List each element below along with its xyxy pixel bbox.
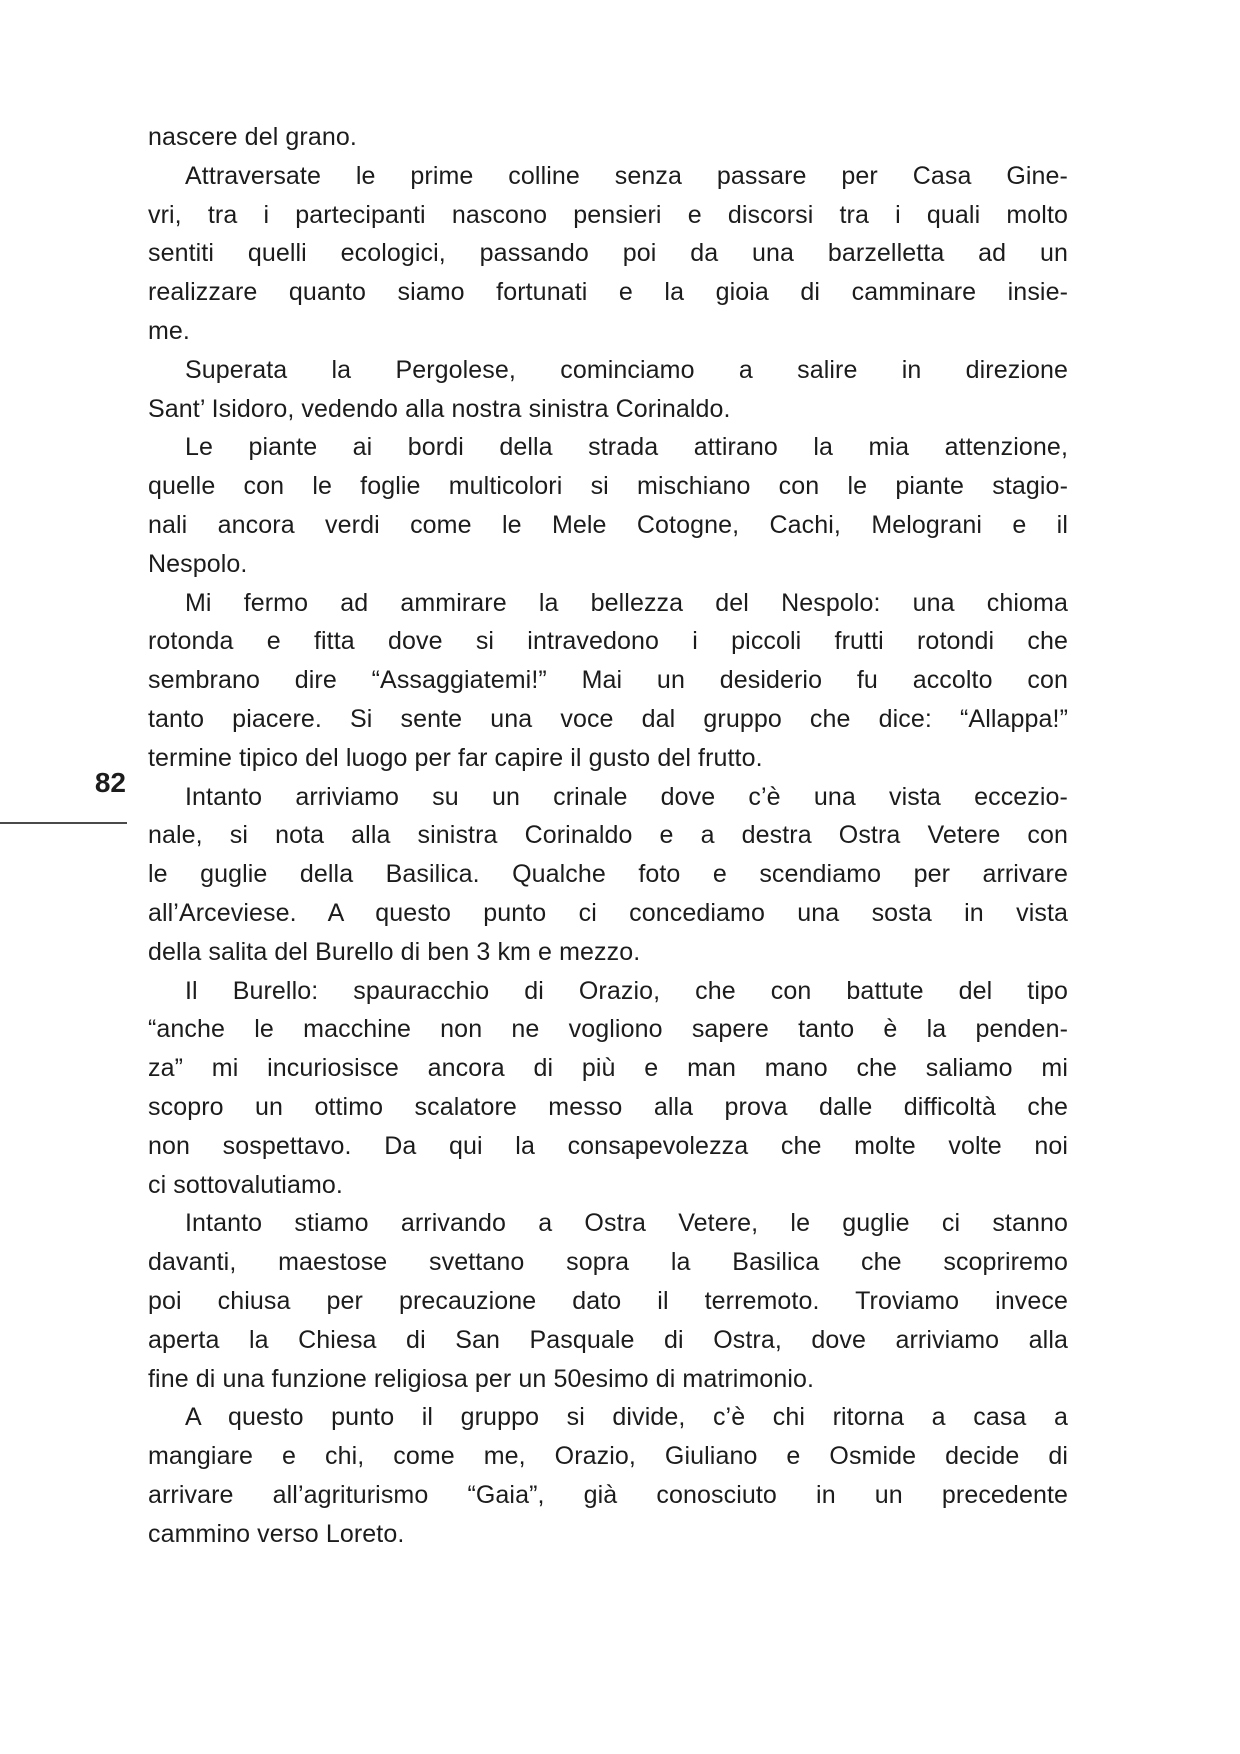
text-line: Superata la Pergolese, cominciamo a salire in direzione xyxy=(185,355,1068,384)
text-line: arrivare all’agriturismo “Gaia”, già conosciuto in un precedente xyxy=(148,1480,1068,1509)
text-line: Le piante ai bordi della strada attirano la mia attenzione, xyxy=(185,433,1068,462)
text-line: mangiare e chi, come me, Orazio, Giuliano e Osmide decide di xyxy=(148,1442,1068,1471)
text-line: termine tipico del luogo per far capire il gusto del frutto. xyxy=(148,743,763,772)
text-line: non sospettavo. Da qui la consapevolezza che molte volte noi xyxy=(148,1131,1068,1160)
text-line: rotonda e fitta dove si intravedono i piccoli frutti rotondi che xyxy=(148,627,1068,656)
text-line: tanto piacere. Si sente una voce dal gruppo che dice: “Allappa!” xyxy=(148,704,1068,733)
text-line: realizzare quanto siamo fortunati e la gioia di camminare insie- xyxy=(148,278,1068,307)
text-line: fine di una funzione religiosa per un 50esimo di matrimonio. xyxy=(148,1364,815,1393)
text-line: cammino verso Loreto. xyxy=(148,1519,405,1548)
text-line: scopro un ottimo scalatore messo alla prova dalle difficoltà che xyxy=(148,1092,1068,1121)
text-line: za” mi incuriosisce ancora di più e man mano che saliamo mi xyxy=(148,1054,1068,1083)
text-line: nali ancora verdi come le Mele Cotogne, Cachi, Melograni e il xyxy=(148,510,1068,539)
text-line: sembrano dire “Assaggiatemi!” Mai un desiderio fu accolto con xyxy=(148,666,1068,695)
text-line: “anche le macchine non ne vogliono sapere tanto è la penden- xyxy=(148,1015,1068,1044)
text-line: quelle con le foglie multicolori si mischiano con le piante stagio- xyxy=(148,472,1068,501)
text-line: le guglie della Basilica. Qualche foto e scendiamo per arrivare xyxy=(148,860,1068,889)
text-line: davanti, maestose svettano sopra la Basilica che scopriremo xyxy=(148,1248,1068,1277)
page-number: 82 xyxy=(94,767,126,798)
body-text xyxy=(148,118,1068,1553)
text-line: Attraversate le prime colline senza passare per Casa Gine- xyxy=(185,161,1068,190)
text-line: Intanto arriviamo su un crinale dove c’è una vista eccezio- xyxy=(185,782,1068,811)
text-line: Nespolo. xyxy=(148,549,248,578)
text-line: me. xyxy=(148,316,190,345)
text-line: sentiti quelli ecologici, passando poi da una barzelletta ad un xyxy=(148,239,1068,268)
text-line: ci sottovalutiamo. xyxy=(148,1170,343,1199)
text-line: nascere del grano. xyxy=(148,123,357,151)
text-line: all’Arceviese. A questo punto ci concediamo una sosta in vista xyxy=(148,898,1068,927)
text-line: poi chiusa per precauzione dato il terremoto. Troviamo invece xyxy=(148,1286,1068,1315)
text-line: A questo punto il gruppo si divide, c’è chi ritorna a casa a xyxy=(185,1403,1068,1432)
text-line: Mi fermo ad ammirare la bellezza del Nespolo: una chioma xyxy=(185,588,1068,617)
text-line: vri, tra i partecipanti nascono pensieri e discorsi tra i quali molto xyxy=(148,200,1068,229)
text-line: della salita del Burello di ben 3 km e mezzo. xyxy=(148,937,641,966)
folio-rule xyxy=(0,822,127,824)
text-line: Il Burello: spauracchio di Orazio, che con battute del tipo xyxy=(185,976,1068,1005)
text-line: nale, si nota alla sinistra Corinaldo e a destra Ostra Vetere con xyxy=(148,821,1068,850)
text-line: Sant’ Isidoro, vedendo alla nostra sinistra Corinaldo. xyxy=(148,394,731,423)
text-line: Intanto stiamo arrivando a Ostra Vetere, le guglie ci stanno xyxy=(185,1209,1068,1238)
text-line: aperta la Chiesa di San Pasquale di Ostra, dove arriviamo alla xyxy=(148,1325,1068,1354)
